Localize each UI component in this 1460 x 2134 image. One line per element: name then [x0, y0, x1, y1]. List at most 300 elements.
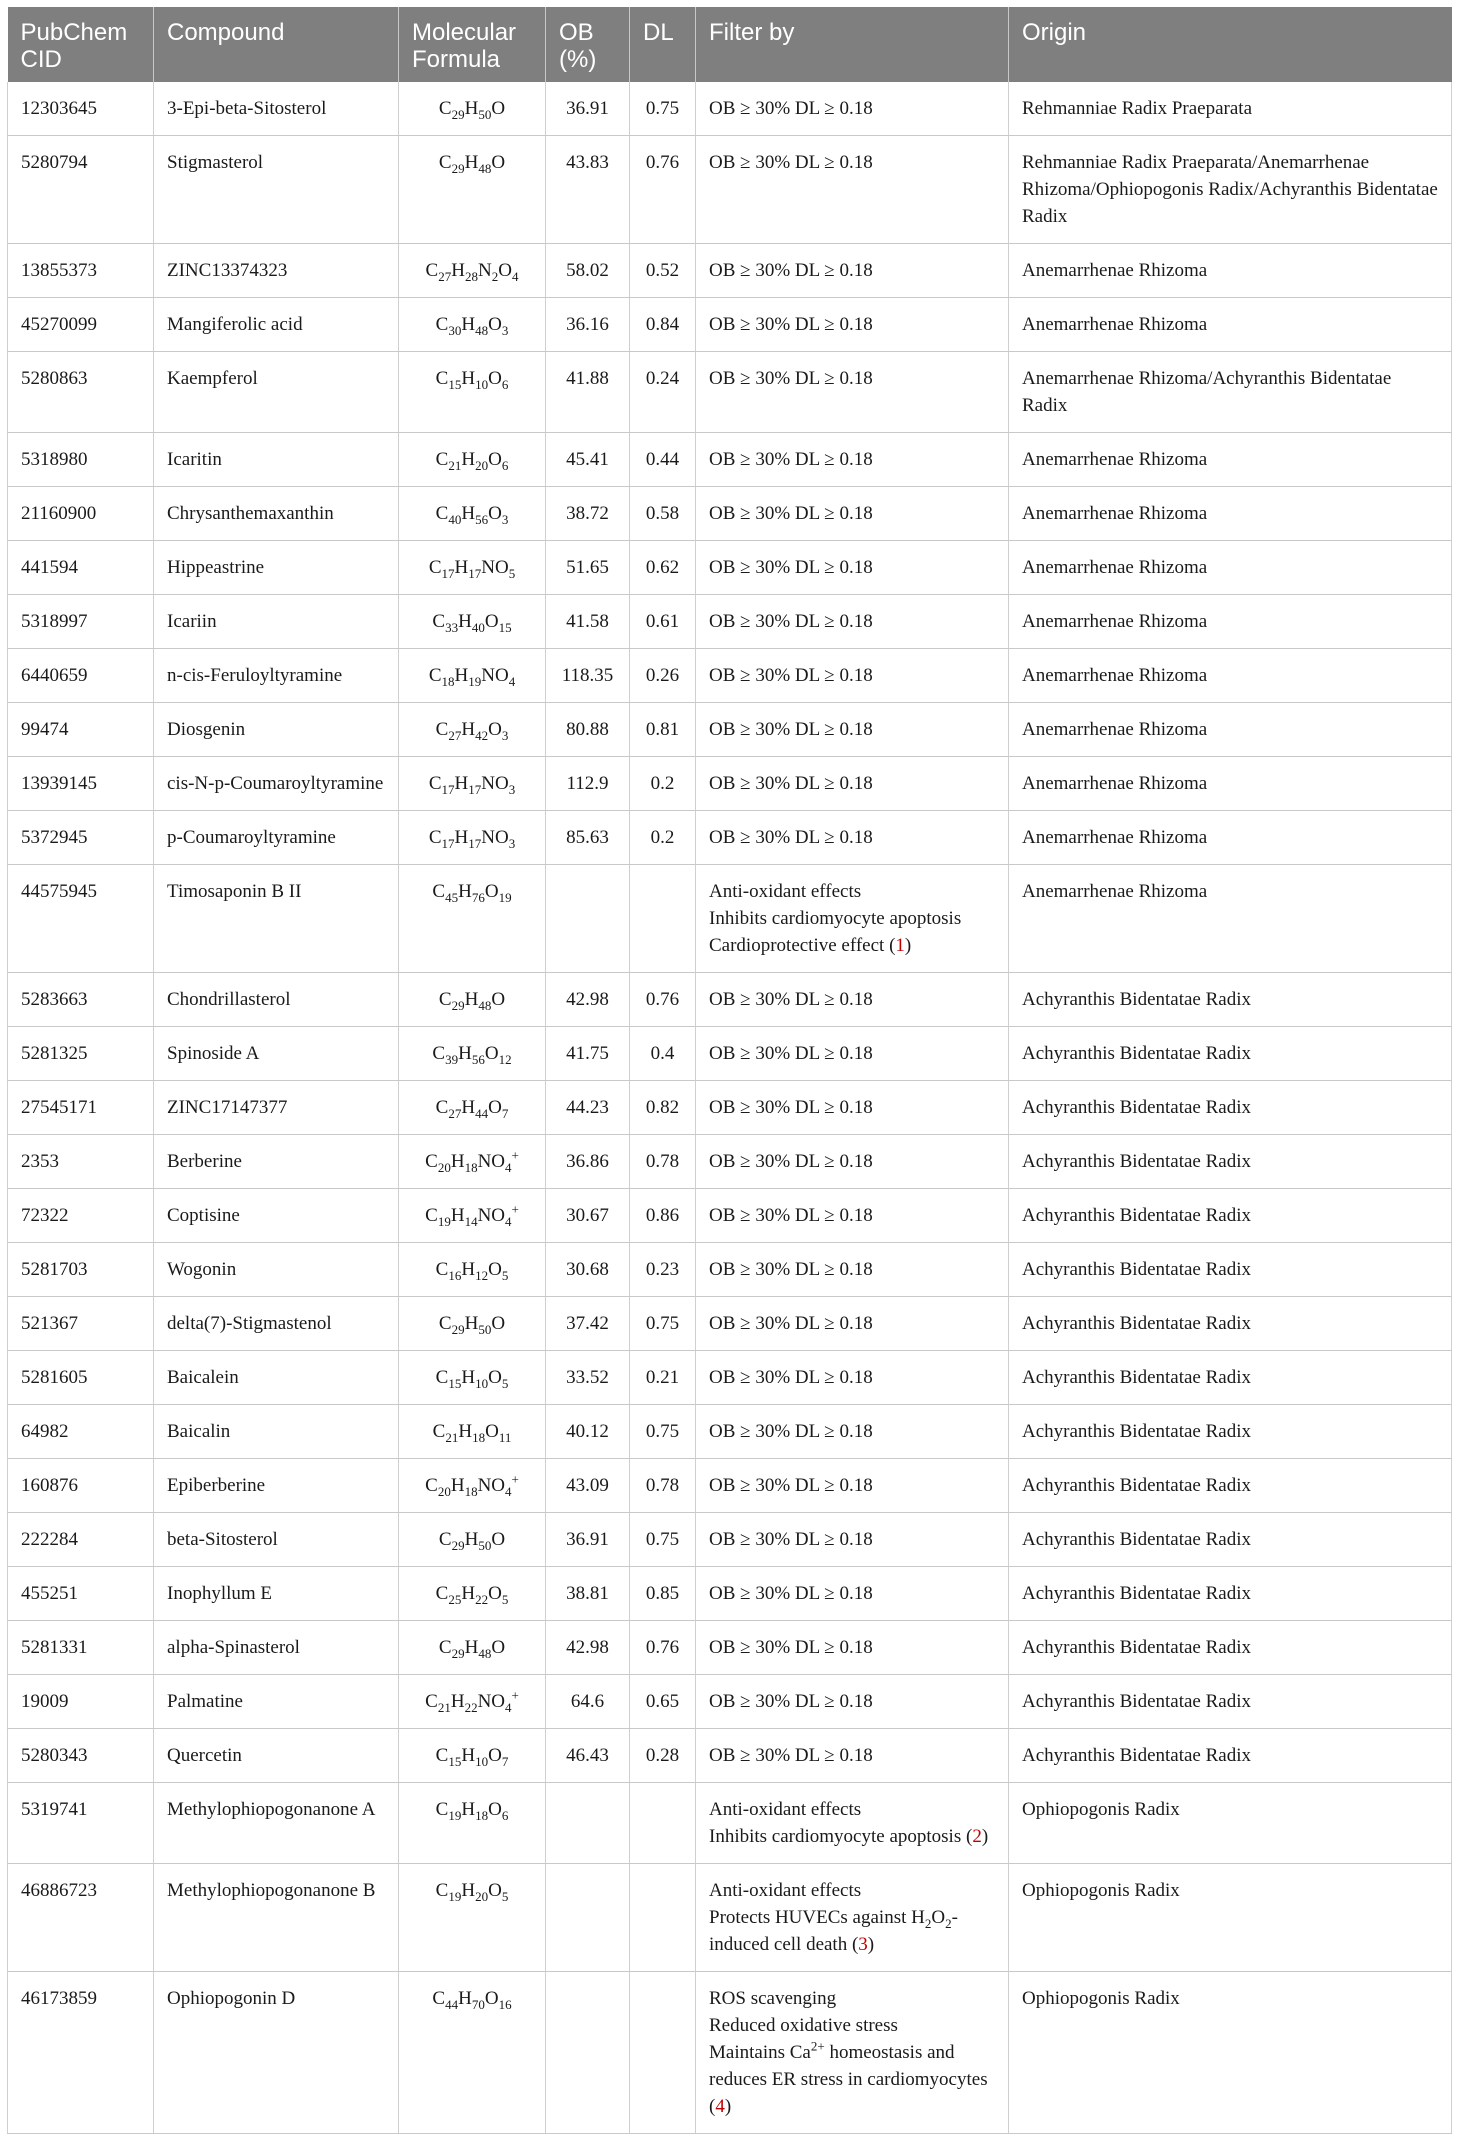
cell-compound: alpha-Spinasterol — [154, 1621, 399, 1675]
table-row — [8, 973, 1452, 1027]
cell-filter — [696, 1621, 1009, 1675]
cell-dl: 0.75 — [630, 1297, 696, 1351]
cell-origin: Achyranthis Bidentatae Radix — [1009, 1081, 1452, 1135]
cell-compound: Icariin — [154, 595, 399, 649]
cell-cid: 99474 — [8, 703, 154, 757]
reference-link[interactable]: 3 — [858, 1934, 868, 1955]
cell-origin: Anemarrhenae Rhizoma — [1009, 244, 1452, 298]
filter-line: OB ≥ 30% DL ≥ 0.18 — [709, 611, 873, 632]
cell-origin: Rehmanniae Radix Praeparata — [1009, 82, 1452, 136]
cell-filter — [696, 1351, 1009, 1405]
cell-formula: $C_{29}H_{48}O$ — [399, 136, 546, 244]
cell-ob: 51.65 — [546, 541, 630, 595]
header-origin: Origin — [1009, 7, 1452, 82]
cell-origin: Ophiopogonis Radix — [1009, 1972, 1452, 2134]
filter-line: OB ≥ 30% DL ≥ 0.18 — [709, 989, 873, 1010]
cell-cid: 521367 — [8, 1297, 154, 1351]
cell-formula: $C_{15}H_{10}O_6$ — [399, 352, 546, 433]
cell-origin: Achyranthis Bidentatae Radix — [1009, 1027, 1452, 1081]
table-row — [8, 244, 1452, 298]
cell-cid: 222284 — [8, 1513, 154, 1567]
cell-formula: $C_{21}H_{20}O_6$ — [399, 433, 546, 487]
table-row — [8, 1189, 1452, 1243]
cell-compound: cis-N-p-Coumaroyltyramine — [154, 757, 399, 811]
cell-formula: $C_{29}H_{48}O$ — [399, 973, 546, 1027]
filter-line: OB ≥ 30% DL ≥ 0.18 — [709, 368, 873, 389]
cell-compound: Quercetin — [154, 1729, 399, 1783]
table-row — [8, 136, 1452, 244]
cell-cid: 6440659 — [8, 649, 154, 703]
filter-line: OB ≥ 30% DL ≥ 0.18 — [709, 1043, 873, 1064]
cell-formula: $C_{33}H_{40}O_{15}$ — [399, 595, 546, 649]
cell-compound: Palmatine — [154, 1675, 399, 1729]
cell-ob: 44.23 — [546, 1081, 630, 1135]
cell-filter — [696, 649, 1009, 703]
cell-formula: $C_{19}H_{18}O_6$ — [399, 1783, 546, 1864]
filter-line: OB ≥ 30% DL ≥ 0.18 — [709, 1421, 873, 1442]
cell-compound: Coptisine — [154, 1189, 399, 1243]
cell-cid: 72322 — [8, 1189, 154, 1243]
cell-cid: 27545171 — [8, 1081, 154, 1135]
cell-filter — [696, 973, 1009, 1027]
cell-compound: Diosgenin — [154, 703, 399, 757]
cell-ob: 85.63 — [546, 811, 630, 865]
cell-origin: Achyranthis Bidentatae Radix — [1009, 1513, 1452, 1567]
cell-ob: 42.98 — [546, 973, 630, 1027]
cell-filter — [696, 703, 1009, 757]
cell-filter — [696, 1189, 1009, 1243]
filter-line: OB ≥ 30% DL ≥ 0.18 — [709, 1745, 873, 1766]
cell-compound: Methylophiopogonanone A — [154, 1783, 399, 1864]
cell-cid: 5281331 — [8, 1621, 154, 1675]
cell-filter — [696, 1783, 1009, 1864]
table-row — [8, 433, 1452, 487]
cell-formula: $C_{15}H_{10}O_7$ — [399, 1729, 546, 1783]
cell-filter — [696, 244, 1009, 298]
cell-cid: 44575945 — [8, 865, 154, 973]
cell-filter — [696, 487, 1009, 541]
filter-line: Inhibits cardiomyocyte apoptosis — [709, 908, 962, 929]
cell-dl: 0.76 — [630, 973, 696, 1027]
cell-origin: Achyranthis Bidentatae Radix — [1009, 1621, 1452, 1675]
cell-ob — [546, 1783, 630, 1864]
cell-ob: 58.02 — [546, 244, 630, 298]
table-row — [8, 703, 1452, 757]
table-row — [8, 1351, 1452, 1405]
cell-compound: Stigmasterol — [154, 136, 399, 244]
cell-formula: $C_{40}H_{56}O_3$ — [399, 487, 546, 541]
cell-ob — [546, 865, 630, 973]
cell-filter — [696, 1459, 1009, 1513]
cell-formula: $C_{16}H_{12}O_5$ — [399, 1243, 546, 1297]
cell-cid: 5281325 — [8, 1027, 154, 1081]
cell-ob: 37.42 — [546, 1297, 630, 1351]
cell-dl — [630, 1864, 696, 1972]
cell-cid: 64982 — [8, 1405, 154, 1459]
cell-filter — [696, 1675, 1009, 1729]
cell-origin: Anemarrhenae Rhizoma — [1009, 757, 1452, 811]
cell-compound: Spinoside A — [154, 1027, 399, 1081]
filter-line: OB ≥ 30% DL ≥ 0.18 — [709, 1313, 873, 1334]
table-row — [8, 1729, 1452, 1783]
cell-formula: $C_{20}H_{18}NO_4^+$ — [399, 1135, 546, 1189]
cell-formula: $C_{29}H_{50}O$ — [399, 1297, 546, 1351]
table-body — [8, 82, 1452, 2134]
filter-line: OB ≥ 30% DL ≥ 0.18 — [709, 827, 873, 848]
cell-dl: 0.76 — [630, 1621, 696, 1675]
cell-origin: Ophiopogonis Radix — [1009, 1783, 1452, 1864]
table-row — [8, 1513, 1452, 1567]
filter-line: Maintains $Ca^{2+}$ homeostasis and reduces ER stress in cardiomyocytes (4) — [709, 2038, 988, 2117]
cell-ob: 33.52 — [546, 1351, 630, 1405]
header-formula: Molecular Formula — [399, 7, 546, 82]
reference-link[interactable]: 1 — [895, 935, 905, 956]
filter-line: OB ≥ 30% DL ≥ 0.18 — [709, 449, 873, 470]
cell-formula: $C_{20}H_{18}NO_4^+$ — [399, 1459, 546, 1513]
filter-line: OB ≥ 30% DL ≥ 0.18 — [709, 557, 873, 578]
filter-line: OB ≥ 30% DL ≥ 0.18 — [709, 1583, 873, 1604]
table-row — [8, 82, 1452, 136]
cell-formula: $C_{19}H_{14}NO_4^+$ — [399, 1189, 546, 1243]
cell-origin: Achyranthis Bidentatae Radix — [1009, 1729, 1452, 1783]
cell-ob: 112.9 — [546, 757, 630, 811]
cell-origin: Anemarrhenae Rhizoma — [1009, 595, 1452, 649]
cell-compound: Chondrillasterol — [154, 973, 399, 1027]
table-container — [7, 7, 1451, 2134]
cell-cid: 21160900 — [8, 487, 154, 541]
cell-origin: Achyranthis Bidentatae Radix — [1009, 1675, 1452, 1729]
cell-compound: Icaritin — [154, 433, 399, 487]
cell-filter — [696, 136, 1009, 244]
cell-ob: 41.88 — [546, 352, 630, 433]
table-row — [8, 1243, 1452, 1297]
cell-ob — [546, 1864, 630, 1972]
filter-line: OB ≥ 30% DL ≥ 0.18 — [709, 1637, 873, 1658]
cell-origin: Achyranthis Bidentatae Radix — [1009, 973, 1452, 1027]
cell-cid: 455251 — [8, 1567, 154, 1621]
cell-compound: Timosaponin B II — [154, 865, 399, 973]
filter-line: OB ≥ 30% DL ≥ 0.18 — [709, 1151, 873, 1172]
cell-origin: Anemarrhenae Rhizoma — [1009, 541, 1452, 595]
filter-line: OB ≥ 30% DL ≥ 0.18 — [709, 503, 873, 524]
cell-dl: 0.21 — [630, 1351, 696, 1405]
reference-link[interactable]: 2 — [972, 1826, 982, 1847]
cell-dl: 0.28 — [630, 1729, 696, 1783]
cell-origin: Anemarrhenae Rhizoma — [1009, 433, 1452, 487]
cell-compound: Wogonin — [154, 1243, 399, 1297]
cell-formula: $C_{29}H_{50}O$ — [399, 1513, 546, 1567]
cell-formula: $C_{17}H_{17}NO_5$ — [399, 541, 546, 595]
cell-dl: 0.2 — [630, 811, 696, 865]
cell-ob: 38.72 — [546, 487, 630, 541]
cell-dl: 0.81 — [630, 703, 696, 757]
cell-ob: 30.67 — [546, 1189, 630, 1243]
cell-origin: Achyranthis Bidentatae Radix — [1009, 1567, 1452, 1621]
cell-dl: 0.4 — [630, 1027, 696, 1081]
cell-cid: 12303645 — [8, 82, 154, 136]
table-row — [8, 541, 1452, 595]
cell-dl: 0.75 — [630, 1405, 696, 1459]
cell-ob: 36.91 — [546, 1513, 630, 1567]
cell-formula: $C_{17}H_{17}NO_3$ — [399, 811, 546, 865]
compound-table — [7, 7, 1452, 2134]
cell-filter — [696, 865, 1009, 973]
filter-line: Anti-oxidant effects — [709, 881, 862, 902]
cell-formula: $C_{29}H_{50}O$ — [399, 82, 546, 136]
cell-origin: Anemarrhenae Rhizoma — [1009, 298, 1452, 352]
cell-dl: 0.52 — [630, 244, 696, 298]
cell-ob: 36.91 — [546, 82, 630, 136]
table-row — [8, 1405, 1452, 1459]
filter-line: OB ≥ 30% DL ≥ 0.18 — [709, 260, 873, 281]
cell-ob: 30.68 — [546, 1243, 630, 1297]
cell-compound: Kaempferol — [154, 352, 399, 433]
cell-ob: 80.88 — [546, 703, 630, 757]
filter-line: OB ≥ 30% DL ≥ 0.18 — [709, 665, 873, 686]
cell-dl: 0.78 — [630, 1135, 696, 1189]
cell-cid: 5372945 — [8, 811, 154, 865]
cell-origin: Anemarrhenae Rhizoma — [1009, 811, 1452, 865]
cell-filter — [696, 1405, 1009, 1459]
cell-cid: 19009 — [8, 1675, 154, 1729]
cell-compound: p-Coumaroyltyramine — [154, 811, 399, 865]
table-row — [8, 352, 1452, 433]
filter-line: OB ≥ 30% DL ≥ 0.18 — [709, 1367, 873, 1388]
table-row — [8, 1621, 1452, 1675]
cell-compound: ZINC17147377 — [154, 1081, 399, 1135]
filter-line: OB ≥ 30% DL ≥ 0.18 — [709, 1259, 873, 1280]
cell-filter — [696, 1729, 1009, 1783]
cell-dl: 0.23 — [630, 1243, 696, 1297]
reference-link[interactable]: 4 — [715, 2096, 725, 2117]
filter-line: OB ≥ 30% DL ≥ 0.18 — [709, 1529, 873, 1550]
cell-compound: Inophyllum E — [154, 1567, 399, 1621]
cell-cid: 5318980 — [8, 433, 154, 487]
table-row — [8, 649, 1452, 703]
header-filter: Filter by — [696, 7, 1009, 82]
cell-cid: 46886723 — [8, 1864, 154, 1972]
filter-line: OB ≥ 30% DL ≥ 0.18 — [709, 314, 873, 335]
cell-cid: 5318997 — [8, 595, 154, 649]
filter-line: OB ≥ 30% DL ≥ 0.18 — [709, 719, 873, 740]
filter-line: OB ≥ 30% DL ≥ 0.18 — [709, 152, 873, 173]
cell-ob: 36.86 — [546, 1135, 630, 1189]
filter-line: OB ≥ 30% DL ≥ 0.18 — [709, 98, 873, 119]
header-compound: Compound — [154, 7, 399, 82]
cell-filter — [696, 1027, 1009, 1081]
cell-origin: Achyranthis Bidentatae Radix — [1009, 1189, 1452, 1243]
filter-line: Inhibits cardiomyocyte apoptosis (2) — [709, 1826, 989, 1847]
cell-filter — [696, 1243, 1009, 1297]
header-row — [8, 7, 1452, 82]
table-row — [8, 757, 1452, 811]
table-row — [8, 595, 1452, 649]
filter-line: Cardioprotective effect (1) — [709, 935, 912, 956]
cell-formula: $C_{29}H_{48}O$ — [399, 1621, 546, 1675]
cell-formula: $C_{45}H_{76}O_{19}$ — [399, 865, 546, 973]
cell-cid: 2353 — [8, 1135, 154, 1189]
filter-line: OB ≥ 30% DL ≥ 0.18 — [709, 1475, 873, 1496]
cell-dl: 0.85 — [630, 1567, 696, 1621]
cell-dl — [630, 1972, 696, 2134]
cell-filter — [696, 1567, 1009, 1621]
cell-formula: $C_{39}H_{56}O_{12}$ — [399, 1027, 546, 1081]
cell-origin: Anemarrhenae Rhizoma — [1009, 703, 1452, 757]
header-ob: OB (%) — [546, 7, 630, 82]
cell-ob — [546, 1972, 630, 2134]
cell-formula: $C_{27}H_{42}O_3$ — [399, 703, 546, 757]
cell-cid: 5280794 — [8, 136, 154, 244]
filter-line: Anti-oxidant effects — [709, 1880, 862, 1901]
cell-ob: 118.35 — [546, 649, 630, 703]
cell-filter — [696, 82, 1009, 136]
cell-origin: Anemarrhenae Rhizoma — [1009, 649, 1452, 703]
cell-origin: Anemarrhenae Rhizoma/Achyranthis Bidentatae Radix — [1009, 352, 1452, 433]
header-dl: DL — [630, 7, 696, 82]
cell-dl: 0.2 — [630, 757, 696, 811]
cell-origin: Achyranthis Bidentatae Radix — [1009, 1405, 1452, 1459]
header-cid: PubChem CID — [8, 7, 154, 82]
cell-cid: 441594 — [8, 541, 154, 595]
filter-line: ROS scavenging — [709, 1988, 837, 2009]
cell-origin: Achyranthis Bidentatae Radix — [1009, 1135, 1452, 1189]
filter-line: OB ≥ 30% DL ≥ 0.18 — [709, 1097, 873, 1118]
cell-formula: $C_{19}H_{20}O_5$ — [399, 1864, 546, 1972]
cell-filter — [696, 433, 1009, 487]
cell-formula: $C_{25}H_{22}O_5$ — [399, 1567, 546, 1621]
cell-compound: delta(7)-Stigmastenol — [154, 1297, 399, 1351]
cell-dl: 0.62 — [630, 541, 696, 595]
cell-ob: 41.58 — [546, 595, 630, 649]
cell-compound: Chrysanthemaxanthin — [154, 487, 399, 541]
cell-dl — [630, 1783, 696, 1864]
table-row — [8, 1675, 1452, 1729]
cell-dl: 0.44 — [630, 433, 696, 487]
cell-formula: $C_{44}H_{70}O_{16}$ — [399, 1972, 546, 2134]
cell-cid: 5283663 — [8, 973, 154, 1027]
cell-dl: 0.75 — [630, 82, 696, 136]
filter-line: OB ≥ 30% DL ≥ 0.18 — [709, 1205, 873, 1226]
cell-filter — [696, 352, 1009, 433]
table-row — [8, 1297, 1452, 1351]
cell-dl: 0.86 — [630, 1189, 696, 1243]
cell-compound: Baicalein — [154, 1351, 399, 1405]
cell-formula: $C_{17}H_{17}NO_3$ — [399, 757, 546, 811]
filter-line: OB ≥ 30% DL ≥ 0.18 — [709, 773, 873, 794]
cell-ob: 43.83 — [546, 136, 630, 244]
cell-compound: ZINC13374323 — [154, 244, 399, 298]
cell-compound: Mangiferolic acid — [154, 298, 399, 352]
cell-cid: 160876 — [8, 1459, 154, 1513]
table-row — [8, 487, 1452, 541]
cell-dl — [630, 865, 696, 973]
cell-dl: 0.61 — [630, 595, 696, 649]
cell-ob: 43.09 — [546, 1459, 630, 1513]
cell-cid: 5280863 — [8, 352, 154, 433]
cell-formula: $C_{30}H_{48}O_3$ — [399, 298, 546, 352]
cell-filter — [696, 1864, 1009, 1972]
cell-cid: 46173859 — [8, 1972, 154, 2134]
cell-compound: Baicalin — [154, 1405, 399, 1459]
cell-formula: $C_{27}H_{28}N_2O_4$ — [399, 244, 546, 298]
table-row — [8, 865, 1452, 973]
cell-dl: 0.82 — [630, 1081, 696, 1135]
table-row — [8, 1864, 1452, 1972]
cell-cid: 5280343 — [8, 1729, 154, 1783]
cell-ob: 46.43 — [546, 1729, 630, 1783]
cell-origin: Rehmanniae Radix Praeparata/Anemarrhenae Rhizoma/Ophiopogonis Radix/Achyranthis Bidentatae Radix — [1009, 136, 1452, 244]
cell-cid: 45270099 — [8, 298, 154, 352]
table-row — [8, 1459, 1452, 1513]
cell-dl: 0.58 — [630, 487, 696, 541]
cell-filter — [696, 595, 1009, 649]
table-row — [8, 1567, 1452, 1621]
cell-dl: 0.84 — [630, 298, 696, 352]
cell-origin: Anemarrhenae Rhizoma — [1009, 865, 1452, 973]
cell-compound: Hippeastrine — [154, 541, 399, 595]
cell-compound: Epiberberine — [154, 1459, 399, 1513]
cell-compound: beta-Sitosterol — [154, 1513, 399, 1567]
cell-compound: 3-Epi-beta-Sitosterol — [154, 82, 399, 136]
filter-line: OB ≥ 30% DL ≥ 0.18 — [709, 1691, 873, 1712]
cell-formula: $C_{21}H_{22}NO_4^+$ — [399, 1675, 546, 1729]
cell-cid: 5281605 — [8, 1351, 154, 1405]
table-row — [8, 1027, 1452, 1081]
cell-filter — [696, 298, 1009, 352]
cell-compound: Methylophiopogonanone B — [154, 1864, 399, 1972]
cell-origin: Achyranthis Bidentatae Radix — [1009, 1459, 1452, 1513]
cell-formula: $C_{18}H_{19}NO_4$ — [399, 649, 546, 703]
table-row — [8, 1135, 1452, 1189]
cell-origin: Anemarrhenae Rhizoma — [1009, 487, 1452, 541]
cell-dl: 0.75 — [630, 1513, 696, 1567]
cell-ob: 41.75 — [546, 1027, 630, 1081]
cell-ob: 64.6 — [546, 1675, 630, 1729]
cell-cid: 13855373 — [8, 244, 154, 298]
cell-ob: 36.16 — [546, 298, 630, 352]
table-row — [8, 811, 1452, 865]
cell-origin: Achyranthis Bidentatae Radix — [1009, 1351, 1452, 1405]
table-row — [8, 1081, 1452, 1135]
table-row — [8, 298, 1452, 352]
cell-dl: 0.65 — [630, 1675, 696, 1729]
cell-filter — [696, 541, 1009, 595]
cell-cid: 5281703 — [8, 1243, 154, 1297]
cell-cid: 5319741 — [8, 1783, 154, 1864]
cell-filter — [696, 1081, 1009, 1135]
cell-dl: 0.76 — [630, 136, 696, 244]
cell-origin: Ophiopogonis Radix — [1009, 1864, 1452, 1972]
cell-dl: 0.26 — [630, 649, 696, 703]
cell-compound: n-cis-Feruloyltyramine — [154, 649, 399, 703]
cell-origin: Achyranthis Bidentatae Radix — [1009, 1243, 1452, 1297]
cell-filter — [696, 1297, 1009, 1351]
cell-ob: 38.81 — [546, 1567, 630, 1621]
cell-formula: $C_{27}H_{44}O_7$ — [399, 1081, 546, 1135]
cell-ob: 40.12 — [546, 1405, 630, 1459]
cell-formula: $C_{15}H_{10}O_5$ — [399, 1351, 546, 1405]
cell-ob: 42.98 — [546, 1621, 630, 1675]
cell-filter — [696, 1135, 1009, 1189]
cell-dl: 0.24 — [630, 352, 696, 433]
cell-dl: 0.78 — [630, 1459, 696, 1513]
cell-filter — [696, 1513, 1009, 1567]
cell-filter — [696, 1972, 1009, 2134]
filter-line: Anti-oxidant effects — [709, 1799, 862, 1820]
cell-filter — [696, 811, 1009, 865]
table-row — [8, 1972, 1452, 2134]
filter-line: Protects HUVECs against $H_2O_2$-induced cell death (3) — [709, 1907, 958, 1955]
